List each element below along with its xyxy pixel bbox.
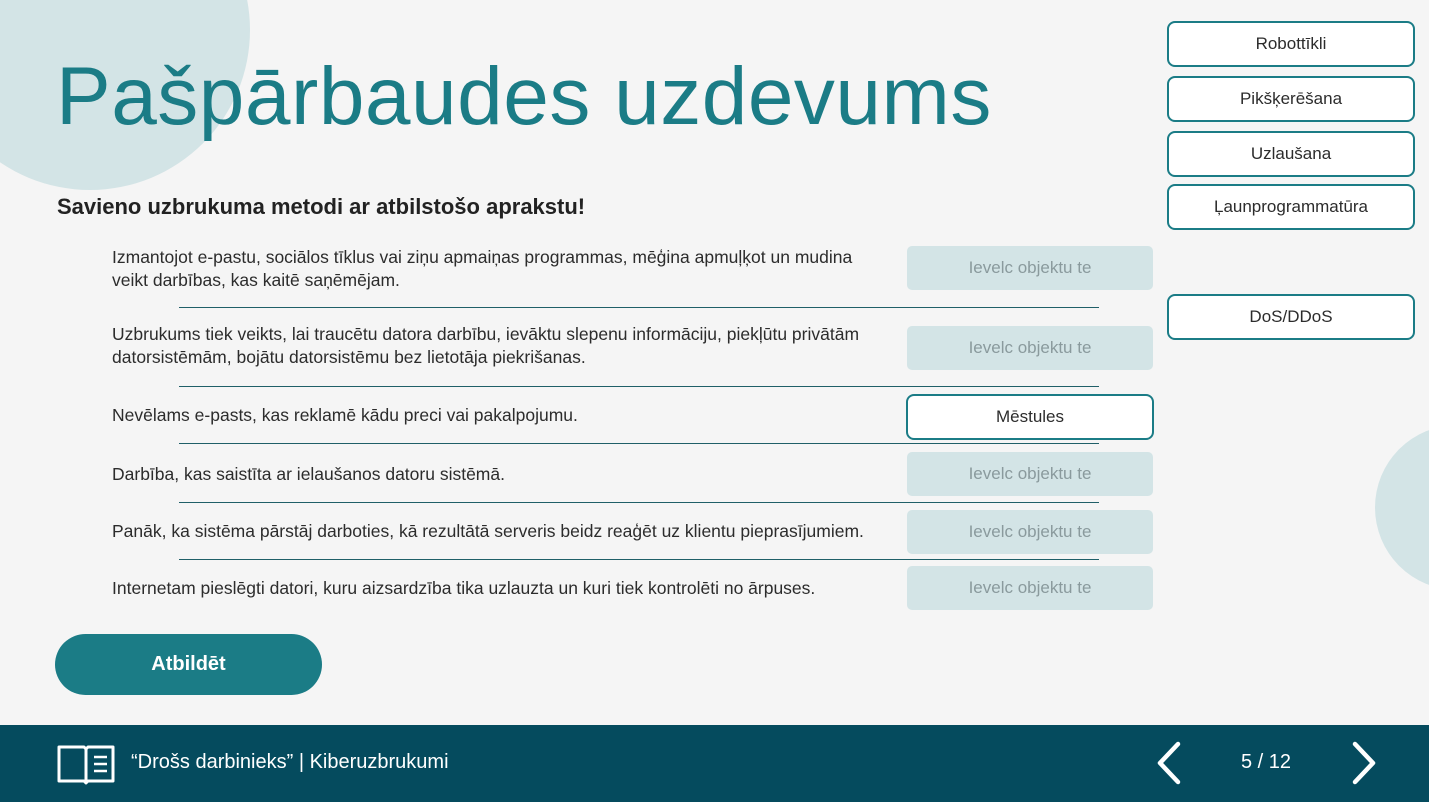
chevron-right-icon[interactable] bbox=[1345, 740, 1381, 786]
option-chip-launprogrammatura[interactable]: Ļaunprogrammatūra bbox=[1167, 184, 1415, 230]
row-separator bbox=[179, 559, 1099, 560]
drop-zone[interactable]: Ievelc objektu te bbox=[907, 246, 1153, 290]
row-description: Izmantojot e-pastu, sociālos tīklus vai ziņu apmaiņas programmas, mēģina apmuļķot un mudina veikt darbības, kas kaitē saņēmējam. bbox=[112, 247, 853, 290]
row-separator bbox=[179, 443, 1099, 444]
answer-button[interactable]: Atbildēt bbox=[55, 634, 322, 695]
option-chip-robottikli[interactable]: Robottīkli bbox=[1167, 21, 1415, 67]
row-description: Panāk, ka sistēma pārstāj darboties, kā rezultātā serveris beidz reaģēt uz klientu pieprasījumiem. bbox=[112, 521, 864, 541]
row-description: Nevēlams e-pasts, kas reklamē kādu preci vai pakalpojumu. bbox=[112, 405, 578, 425]
drop-zone[interactable]: Ievelc objektu te bbox=[907, 452, 1153, 496]
drop-zone[interactable]: Ievelc objektu te bbox=[907, 326, 1153, 370]
course-title: “Drošs darbinieks” | Kiberuzbrukumi bbox=[131, 751, 449, 773]
instruction: Savieno uzbrukuma metodi ar atbilstošo aprakstu! bbox=[57, 194, 586, 219]
row-separator bbox=[179, 502, 1099, 503]
row-separator bbox=[179, 307, 1099, 308]
page-title: Pašpārbaudes uzdevums bbox=[56, 51, 992, 142]
option-chip-pikskeresana[interactable]: Pikšķerēšana bbox=[1167, 76, 1415, 122]
row-description: Uzbrukums tiek veikts, lai traucētu datora darbību, ievāktu slepenu informāciju, piekļūtu privātām datorsistēmām, bojātu datorsistēmu bez lietotāja piekrišanas. bbox=[112, 324, 860, 367]
drop-zone[interactable]: Ievelc objektu te bbox=[907, 566, 1153, 610]
row-description: Internetam pieslēgti datori, kuru aizsardzība tika uzlauzta un kuri tiek kontrolēti no ārpuses. bbox=[112, 578, 816, 598]
row-separator bbox=[179, 386, 1099, 387]
page-counter: 5 / 12 bbox=[1240, 751, 1292, 773]
chevron-left-icon[interactable] bbox=[1152, 740, 1188, 786]
placed-chip-mestules[interactable]: Mēstules bbox=[906, 394, 1154, 440]
book-icon bbox=[57, 743, 115, 785]
row-description: Darbība, kas saistīta ar ielaušanos datoru sistēmā. bbox=[112, 464, 505, 484]
drop-zone[interactable]: Ievelc objektu te bbox=[907, 510, 1153, 554]
option-chip-uzlausana[interactable]: Uzlaušana bbox=[1167, 131, 1415, 177]
decor-circle-right bbox=[1375, 425, 1429, 590]
option-chip-dos-ddos[interactable]: DoS/DDoS bbox=[1167, 294, 1415, 340]
